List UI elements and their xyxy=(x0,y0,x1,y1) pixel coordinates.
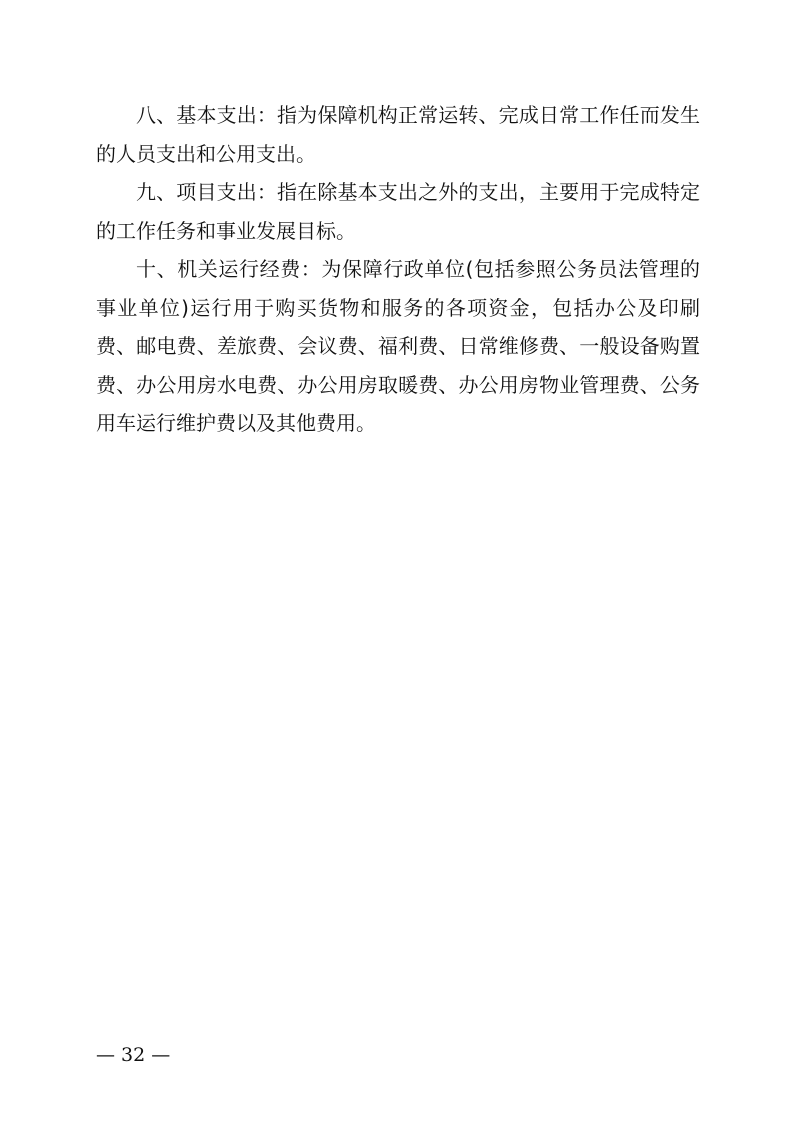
document-body xyxy=(96,96,700,443)
paragraph-operating-funds: 十、机关运行经费：为保障行政单位(包括参照公务员法管理的事业单位)运行用于购买货物和服务的各项资金，包括办公及印刷费、邮电费、差旅费、会议费、福利费、日常维修费、一般设备购置费、办公用房水电费、办公用房取暖费、办公用房物业管理费、公务用车运行维护费以及其他费用。 xyxy=(96,257,700,435)
paragraph-basic-expenditure: 八、基本支出：指为保障机构正常运转、完成日常工作任而发生的人员支出和公用支出。 xyxy=(96,103,700,166)
page-number: — 32 — xyxy=(96,1044,171,1066)
paragraph-project-expenditure: 九、项目支出：指在除基本支出之外的支出，主要用于完成特定的工作任务和事业发展目标。 xyxy=(96,180,700,243)
